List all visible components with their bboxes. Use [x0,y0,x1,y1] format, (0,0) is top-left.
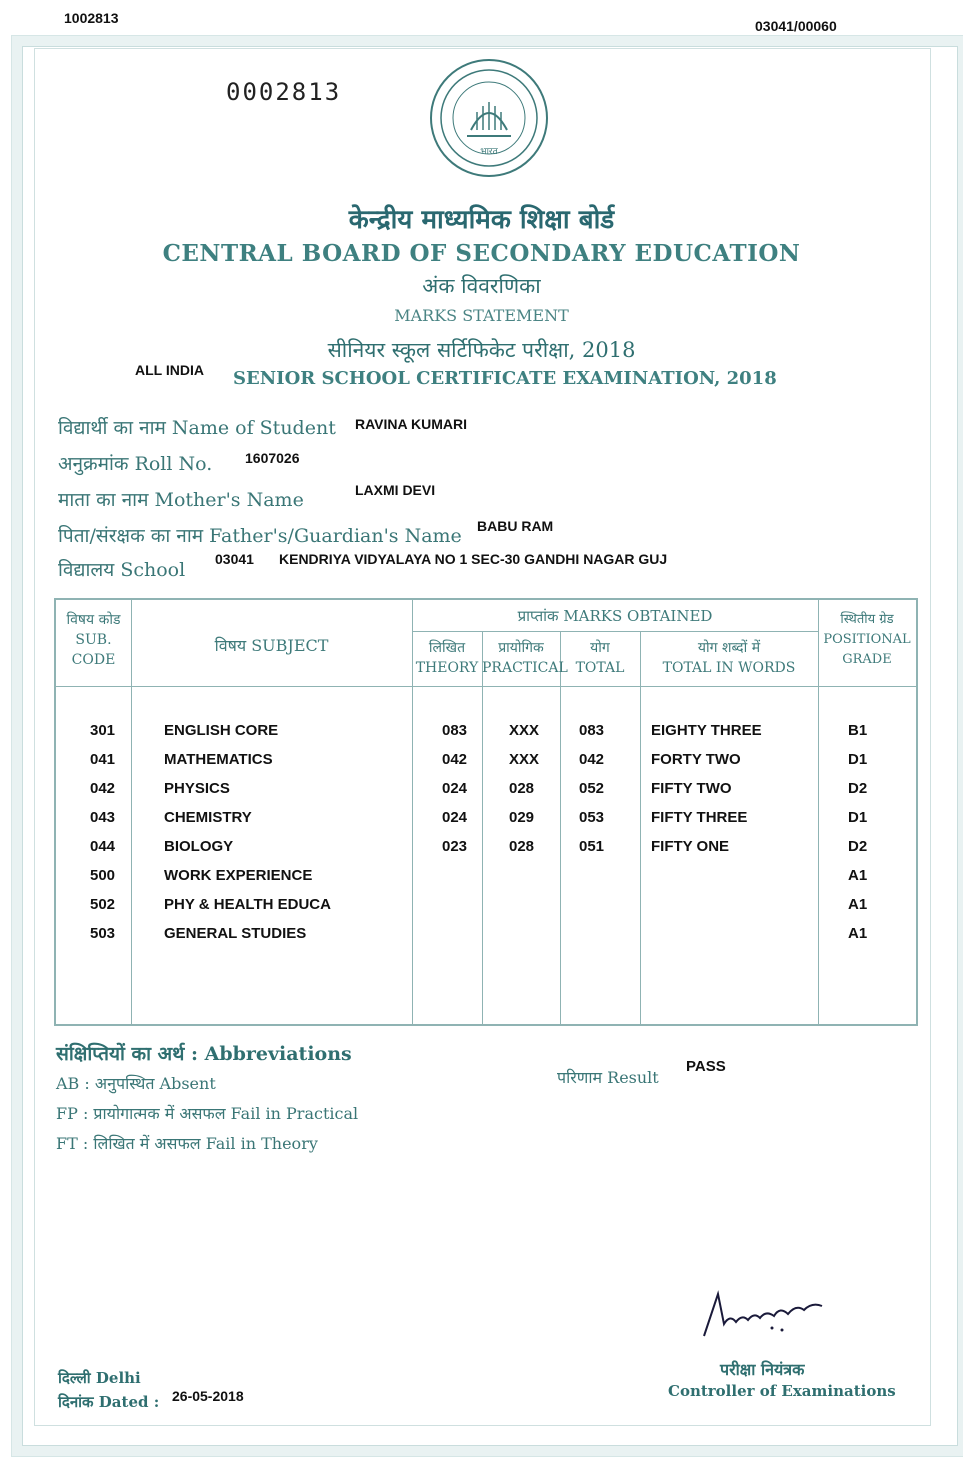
cell-subject: WORK EXPERIENCE [164,867,313,884]
father-name-label: पिता/संरक्षक का नाम Father's/Guardian's Name [58,525,462,547]
cell-theory: 083 [442,722,468,739]
cell-grade: D1 [848,809,868,826]
cell-subject: MATHEMATICS [164,751,273,768]
cell-grade: A1 [848,867,868,884]
abbr-fail-practical: FP : प्रायोगात्मक में असफल Fail in Practical [56,1104,359,1123]
cell-theory: 042 [442,751,468,768]
cell-practical: XXX [509,751,540,768]
cell-code: 301 [90,722,116,739]
header-theory [412,638,482,678]
cell-practical: 028 [509,780,535,797]
cell-code: 042 [90,780,116,797]
cell-total: 052 [579,780,605,797]
school-code: 03041 [215,551,254,567]
result-value: PASS [686,1058,726,1075]
marks-table [54,598,918,1026]
header-sub-code [56,610,131,670]
roll-no: 1607026 [245,450,300,466]
cell-code: 502 [90,896,116,913]
cell-total: 083 [579,722,605,739]
header-practical [482,638,568,678]
cell-theory: 024 [442,780,468,797]
mother-name-label: माता का नाम Mother's Name [58,489,304,511]
cell-subject: ENGLISH CORE [164,722,279,739]
abbr-fail-theory: FT : लिखित में असफल Fail in Theory [56,1134,318,1153]
header-positional-grade [818,610,916,670]
result-label: परिणाम Result [557,1068,659,1087]
exam-title-hindi: सीनियर स्कूल सर्टिफिकेट परीक्षा, 2018 [327,338,636,362]
cell-practical: 028 [509,838,535,855]
header-total [560,638,640,678]
cell-words: FIFTY TWO [651,780,732,797]
cell-subject: GENERAL STUDIES [164,925,307,942]
header-subject: विषय SUBJECT [214,636,329,655]
cell-code: 041 [90,751,116,768]
header-total-in-words [640,638,818,678]
cell-code: 503 [90,925,116,942]
cell-subject: PHYSICS [164,780,230,797]
top-right-number: 03041/00060 [755,18,837,34]
student-name: RAVINA KUMARI [355,416,467,432]
header-total-hindi: योग [590,640,610,656]
serial-number: 0002813 [226,78,342,106]
issue-date: 26-05-2018 [172,1388,244,1404]
cell-grade: A1 [848,925,868,942]
header-practical-hindi: प्रायोगिक [498,640,544,656]
abbreviations-title: संक्षिप्तियों का अर्थ : Abbreviations [56,1043,352,1065]
header-theory-hindi: लिखित [428,640,466,656]
header-code-hindi: विषय कोड [66,612,121,628]
father-name: BABU RAM [477,518,554,534]
cell-total: 051 [579,838,605,855]
header-grade-en2: GRADE [842,652,892,667]
all-india-label: ALL INDIA [135,362,204,378]
header-total-en: TOTAL [575,660,625,676]
header-grade-en1: POSITIONAL [823,632,911,647]
cell-grade: B1 [848,722,868,739]
statement-title-hindi: अंक विवरणिका [422,274,541,298]
cell-grade: D2 [848,780,868,797]
mother-name: LAXMI DEVI [355,482,436,498]
header-words-en: TOTAL IN WORDS [662,660,796,676]
board-title-english: CENTRAL BOARD OF SECONDARY EDUCATION [162,240,801,267]
place-label: दिल्ली Delhi [58,1369,141,1387]
header-code-en1: SUB. [75,632,112,648]
abbr-absent: AB : अनुपस्थित Absent [56,1074,216,1093]
header-code-en2: CODE [71,652,116,668]
cell-subject: BIOLOGY [164,838,234,855]
cbse-logo-seal [427,56,551,186]
cell-code: 500 [90,867,116,884]
cell-practical: 029 [509,809,535,826]
header-marks-obtained: प्राप्तांक MARKS OBTAINED [517,607,713,625]
cell-subject: PHY & HEALTH EDUCA [164,896,331,913]
cell-code: 044 [90,838,116,855]
controller-title-english: Controller of Examinations [668,1382,896,1400]
cell-subject: CHEMISTRY [164,809,252,826]
header-words-hindi: योग शब्दों में [697,640,761,656]
roll-no-label: अनुक्रमांक Roll No. [58,453,213,475]
header-practical-en: PRACTICAL [482,660,568,676]
cell-grade: D1 [848,751,868,768]
cell-words: FIFTY ONE [651,838,730,855]
header-grade-hindi: स्थितीय ग्रेड [840,612,894,627]
cell-practical: XXX [509,722,540,739]
controller-signature [696,1284,836,1344]
student-name-label: विद्यार्थी का नाम Name of Student [58,417,336,439]
header-theory-en: THEORY [415,660,479,676]
exam-title-english: SENIOR SCHOOL CERTIFICATE EXAMINATION, 2018 [233,368,777,389]
cell-total: 042 [579,751,605,768]
cell-words: FIFTY THREE [651,809,748,826]
cell-grade: D2 [848,838,868,855]
cell-theory: 024 [442,809,468,826]
controller-title-hindi: परीक्षा नियंत्रक [720,1360,805,1379]
cell-total: 053 [579,809,605,826]
board-title-hindi: केन्द्रीय माध्यमिक शिक्षा बोर्ड [348,205,615,235]
cell-code: 043 [90,809,116,826]
cell-theory: 023 [442,838,468,855]
logo-bharat-text: भारत [480,147,498,157]
statement-title-english: MARKS STATEMENT [394,306,569,325]
cell-words: EIGHTY THREE [651,722,762,739]
school-label: विद्यालय School [58,559,186,581]
top-left-number: 1002813 [64,10,119,26]
cell-grade: A1 [848,896,868,913]
dated-label: दिनांक Dated : [58,1393,160,1411]
school-name: KENDRIYA VIDYALAYA NO 1 SEC-30 GANDHI NAGAR GUJ [279,551,668,567]
cell-words: FORTY TWO [651,751,741,768]
